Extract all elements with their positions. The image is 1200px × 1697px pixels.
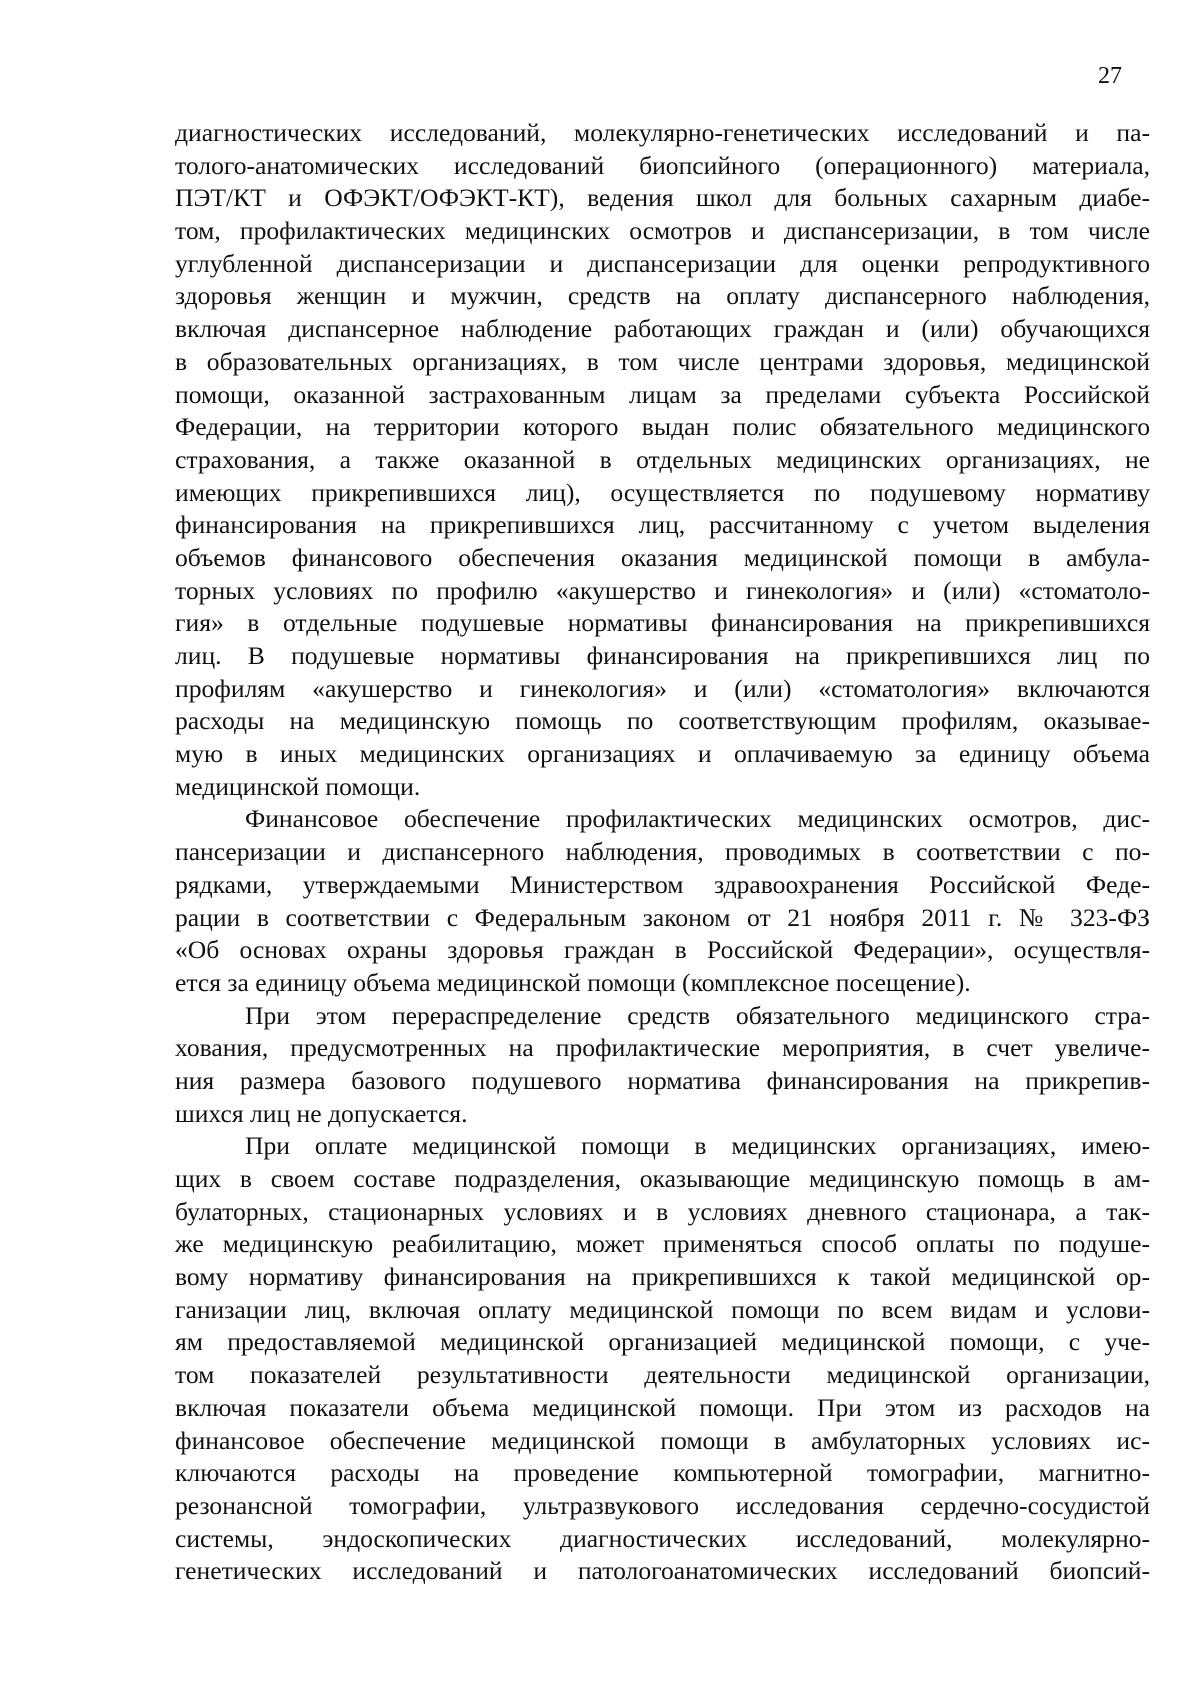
text-line: включая показатели объема медицинской помощи. При этом из расходов на	[175, 1392, 1150, 1422]
text-line: вому нормативу финансирования на прикрепившихся к такой медицинской ор-	[175, 1262, 1150, 1292]
text-line: здоровья женщин и мужчин, средств на оплату диспансерного наблюдения,	[175, 281, 1150, 311]
text-line: хования, предусмотренных на профилактические мероприятия, в счет увеличе-	[175, 1033, 1150, 1063]
text-line: ганизации лиц, включая оплату медицинской помощи по всем видам и услови-	[175, 1294, 1150, 1324]
text-line: булаторных, стационарных условиях и в условиях дневного стационара, а так-	[175, 1196, 1150, 1226]
text-line: ется за единицу объема медицинской помощи (комплексное посещение).	[175, 967, 971, 997]
text-line: рации в соответствии с Федеральным законом от 21 ноября 2011 г. № 323-ФЗ	[175, 902, 1150, 932]
text-line: торных условиях по профилю «акушерство и гинекология» и (или) «стоматоло-	[175, 575, 1150, 605]
text-line: пансеризации и диспансерного наблюдения, проводимых в соответствии с по-	[175, 837, 1150, 867]
text-line: «Об основах охраны здоровья граждан в Российской Федерации», осуществля-	[175, 935, 1150, 965]
text-line: гия» в отдельные подушевые нормативы финансирования на прикрепившихся	[175, 608, 1150, 638]
text-line: Финансовое обеспечение профилактических медицинских осмотров, дис-	[245, 804, 1150, 834]
text-line: мую в иных медицинских организациях и оплачиваемую за единицу объема	[175, 739, 1150, 769]
text-line: При оплате медицинской помощи в медицинских организациях, имею-	[245, 1131, 1150, 1161]
text-line: генетических исследований и патологоанатомических исследований биопсий-	[175, 1556, 1150, 1586]
text-line: имеющих прикрепившихся лиц), осуществляется по подушевому нормативу	[175, 477, 1150, 507]
text-line: финансовое обеспечение медицинской помощи в амбулаторных условиях ис-	[175, 1425, 1150, 1455]
text-line: в образовательных организациях, в том числе центрами здоровья, медицинской	[175, 346, 1150, 376]
text-line: ния размера базового подушевого норматива финансирования на прикрепив-	[175, 1065, 1150, 1095]
text-line: том, профилактических медицинских осмотров и диспансеризации, в том числе	[175, 216, 1150, 246]
document-body	[175, 117, 1150, 1588]
text-line: же медицинскую реабилитацию, может применяться способ оплаты по подуше-	[175, 1229, 1150, 1259]
text-line: объемов финансового обеспечения оказания медицинской помощи в амбула-	[175, 542, 1150, 572]
text-line: резонансной томографии, ультразвукового исследования сердечно-сосудистой	[175, 1490, 1150, 1520]
text-line: том показателей результативности деятельности медицинской организации,	[175, 1360, 1150, 1390]
text-line: углубленной диспансеризации и диспансеризации для оценки репродуктивного	[175, 248, 1150, 278]
text-line: толого-анатомических исследований биопсийного (операционного) материала,	[175, 150, 1150, 180]
text-line: шихся лиц не допускается.	[175, 1098, 468, 1128]
page-number: 27	[1098, 63, 1122, 89]
text-line: профилям «акушерство и гинекология» и (или) «стоматология» включаются	[175, 673, 1150, 703]
paragraph	[175, 117, 1150, 803]
text-line: финансирования на прикрепившихся лиц, рассчитанному с учетом выделения	[175, 510, 1150, 540]
paragraph	[175, 803, 1150, 999]
text-line: включая диспансерное наблюдение работающих граждан и (или) обучающихся	[175, 314, 1150, 344]
text-line: системы, эндоскопических диагностических исследований, молекулярно-	[175, 1523, 1150, 1553]
paragraph	[175, 1130, 1150, 1588]
text-line: рядками, утверждаемыми Министерством здравоохранения Российской Феде-	[175, 869, 1150, 899]
text-line: медицинской помощи.	[175, 771, 421, 801]
text-line: лиц. В подушевые нормативы финансирования на прикрепившихся лиц по	[175, 641, 1150, 670]
text-line: диагностических исследований, молекулярно-генетических исследований и па-	[175, 118, 1150, 147]
text-line: Федерации, на территории которого выдан полис обязательного медицинского	[175, 412, 1150, 442]
text-line: страхования, а также оказанной в отдельных медицинских организациях, не	[175, 444, 1150, 474]
text-line: щих в своем составе подразделения, оказывающие медицинскую помощь в ам-	[175, 1164, 1150, 1193]
paragraph	[175, 1000, 1150, 1131]
text-line: При этом перераспределение средств обязательного медицинского стра-	[245, 1000, 1150, 1030]
text-line: расходы на медицинскую помощь по соответствующим профилям, оказывае-	[175, 706, 1150, 736]
text-line: ям предоставляемой медицинской организацией медицинской помощи, с уче-	[175, 1327, 1150, 1357]
text-line: ПЭТ/КТ и ОФЭКТ/ОФЭКТ-КТ), ведения школ для больных сахарным диабе-	[175, 183, 1150, 213]
text-line: ключаются расходы на проведение компьютерной томографии, магнитно-	[175, 1458, 1150, 1488]
text-line: помощи, оказанной застрахованным лицам за пределами субъекта Российской	[175, 379, 1150, 409]
